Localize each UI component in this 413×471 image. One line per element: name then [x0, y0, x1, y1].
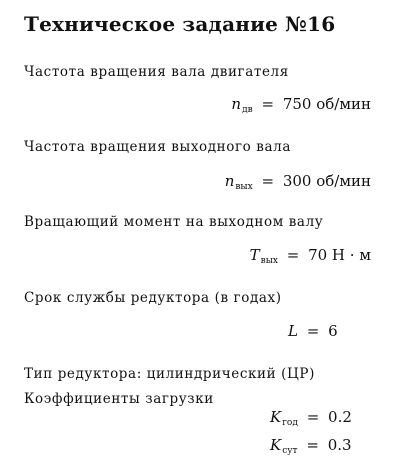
load-coefficients-label: Коэффициенты загрузки: [24, 391, 214, 407]
output-speed-sub: вых: [235, 182, 253, 192]
output-speed-formula: [225, 172, 371, 190]
reducer-type-label: Тип редуктора: цилиндрический (ЦР): [24, 366, 315, 382]
torque-label: Вращающий момент на выходном валу: [24, 214, 324, 230]
torque-eq: =: [286, 246, 300, 264]
service-life-value: 6: [328, 322, 338, 340]
output-speed-var: n: [224, 172, 235, 190]
k-day-formula: [270, 436, 352, 454]
torque-formula: [250, 246, 371, 264]
motor-speed-sub: дв: [242, 105, 253, 115]
motor-speed-value: 750 об/мин: [282, 95, 371, 113]
k-year-formula: [270, 408, 352, 426]
k-year-sub: год: [282, 418, 298, 428]
motor-speed-eq: =: [261, 95, 275, 113]
service-life-label: Срок службы редуктора (в годах): [24, 290, 282, 306]
motor-speed-var: n: [231, 95, 242, 113]
motor-speed-formula: [231, 95, 371, 113]
output-speed-label: Частота вращения выходного вала: [24, 139, 291, 155]
output-speed-eq: =: [261, 172, 275, 190]
torque-value: 70 Н · м: [308, 246, 371, 264]
service-life-eq: =: [306, 322, 320, 340]
torque-sub: вых: [260, 256, 278, 266]
k-year-value: 0.2: [328, 408, 352, 426]
k-day-var: K: [270, 436, 282, 454]
k-day-eq: =: [306, 436, 319, 454]
service-life-var: L: [288, 322, 298, 340]
k-day-sub: сут: [282, 446, 298, 456]
k-day-value: 0.3: [327, 436, 352, 454]
motor-speed-label: Частота вращения вала двигателя: [24, 64, 289, 80]
k-year-eq: =: [306, 408, 320, 426]
torque-var: T: [249, 246, 260, 264]
output-speed-value: 300 об/мин: [282, 172, 371, 190]
document-title: Техническое задание №16: [24, 12, 336, 36]
k-year-var: K: [270, 408, 282, 426]
service-life-formula: [288, 322, 338, 340]
